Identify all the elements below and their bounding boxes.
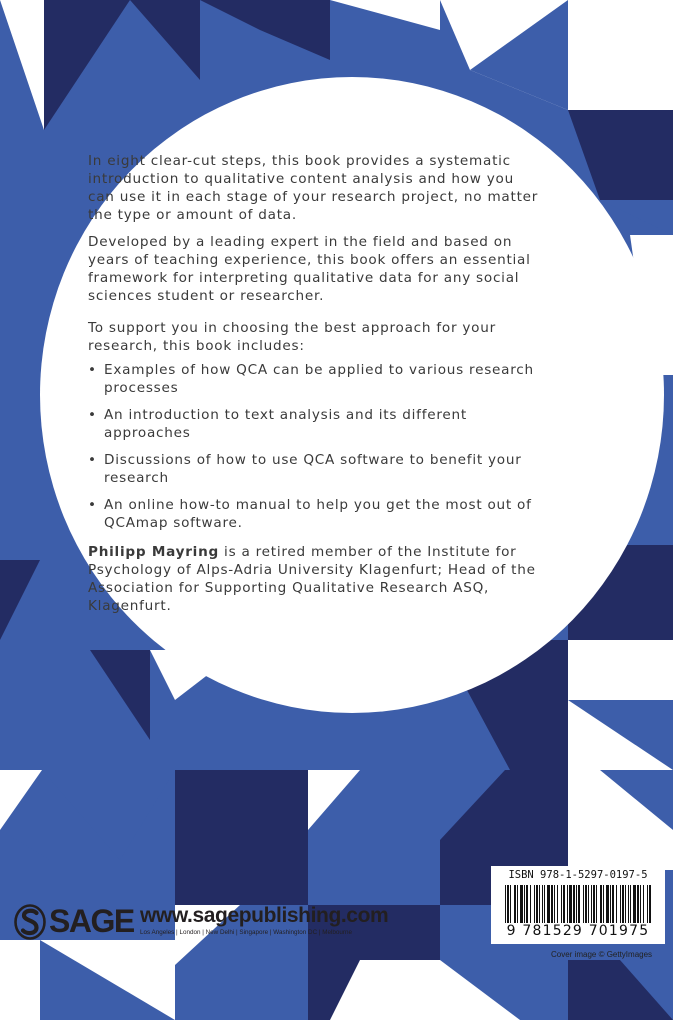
barcode-bar [633,885,636,923]
bullet-icon: • [88,407,97,423]
cover-image-credit: Cover image © GettyImages [551,950,653,959]
barcode-bar [600,885,602,923]
barcode-bar [603,885,604,923]
barcode-bar [649,885,651,923]
barcode-bar [524,885,525,923]
list-item: • An introduction to text analysis and its different approaches [88,407,467,441]
features-list [88,361,540,532]
barcode-bar [534,885,535,923]
barcode-bar [542,885,543,923]
list-item: • Discussions of how to use QCA software to benefit your research [88,452,522,486]
barcode-bar [517,885,518,923]
publisher-cities: Los Angeles | London | New Delhi | Singapore | Washington DC | Melbourne [140,929,353,936]
barcode-bars [505,885,651,923]
barcode-bar [591,885,592,923]
barcode-bar [578,885,580,923]
barcode-bar [643,885,644,923]
barcode-bar [583,885,584,923]
bullet-icon: • [88,362,97,378]
barcode-bar [526,885,528,923]
barcode-bar [567,885,568,923]
author-bio: is a retired member of the Institute for Psychology of Alps-Adria University Klagenfurt; Head of the Association for Supporting Qualitative Research ASQ, Klagenfurt. [88,544,536,614]
barcode-bar [640,885,641,923]
barcode-bar [507,885,509,923]
bullet-icon: • [88,497,97,513]
barcode-bar [622,885,624,923]
barcode-bar [630,885,631,923]
list-item: • Examples of how QCA can be applied to various research processes [88,362,534,396]
barcode-bar [612,885,614,923]
sage-logo [14,903,134,941]
isbn-barcode [491,866,665,944]
barcode-bar [647,885,648,923]
barcode-bar [588,885,589,923]
barcode-bar [625,885,626,923]
barcode-bar [561,885,562,923]
barcode-bar [554,885,555,923]
back-cover-blurb [88,152,540,624]
barcode-bar [514,885,516,923]
developed-paragraph: Developed by a leading expert in the field and based on years of teaching experience, this book offers an essential framework for interpreting qualitative data for any social sciences student or researcher. [88,234,531,304]
barcode-bar [563,885,565,923]
barcode-bar [505,885,506,923]
intro-paragraph: In eight clear-cut steps, this book provides a systematic introduction to qualitative content analysis and how you can use it in each stage of your research project, no matter the type or amount of data. [88,153,539,223]
barcode-bar [628,885,629,923]
pattern-shape [568,0,673,110]
barcode-bar [606,885,609,923]
list-item: • An online how-to manual to help you get the most out of QCAmap software. [88,497,532,531]
sage-s-icon [14,903,48,941]
pattern-shape [175,770,308,905]
barcode-bar [576,885,577,923]
barcode-bar [585,885,587,923]
bullet-icon: • [88,452,97,468]
sage-wordmark: SAGE [49,903,134,939]
author-name: Philipp Mayring [88,544,219,560]
barcode-bar [544,885,545,923]
barcode-digits: 9 781529 701975 [506,923,650,939]
barcode-bar [520,885,523,923]
barcode-bar [610,885,611,923]
barcode-bar [547,885,550,923]
publisher-url[interactable]: www.sagepublishing.com [140,904,389,927]
isbn-label: ISBN 978-1-5297-0197-5 [508,869,648,881]
author-paragraph [88,543,540,615]
barcode-bar [539,885,540,923]
barcode-bar [573,885,575,923]
barcode-bar [569,885,572,923]
barcode-bar [637,885,639,923]
barcode-bar [530,885,531,923]
barcode-bar [620,885,621,923]
support-paragraph: To support you in choosing the best approach for your research, this book includes: [88,320,496,354]
barcode-bar [557,885,558,923]
barcode-bar [536,885,538,923]
barcode-bar [616,885,617,923]
barcode-bar [593,885,595,923]
barcode-bar [551,885,553,923]
barcode-bar [510,885,511,923]
barcode-bar [596,885,597,923]
